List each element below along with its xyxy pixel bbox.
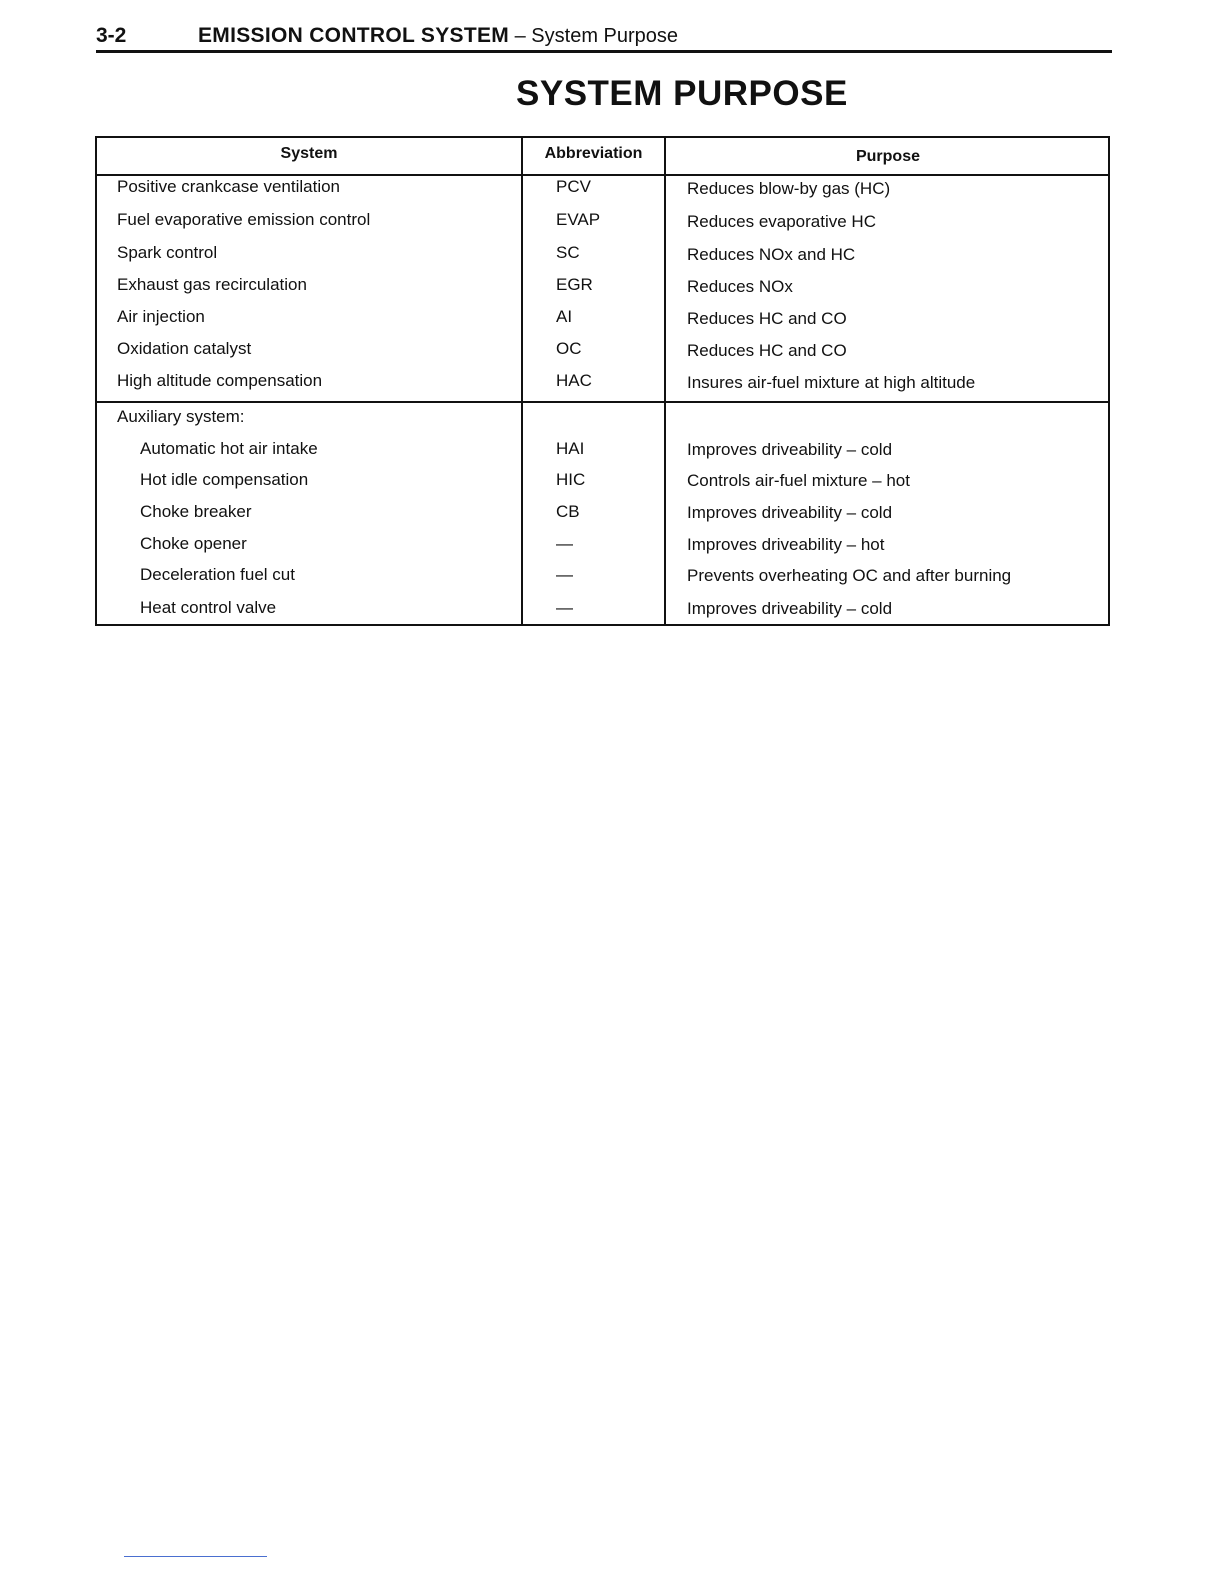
system-abbreviation: OC (556, 339, 582, 358)
system-purpose: Reduces HC and CO (687, 341, 847, 360)
section-title: EMISSION CONTROL SYSTEM (198, 24, 510, 47)
system-name: Air injection (117, 307, 205, 326)
auxiliary-system-label: Auxiliary system: (117, 407, 245, 426)
running-header (96, 22, 1112, 53)
system-name: Fuel evaporative emission control (117, 210, 371, 229)
section-heading (198, 22, 678, 50)
page-title: SYSTEM PURPOSE (516, 74, 848, 113)
auxiliary-system-abbreviation: HIC (556, 470, 586, 489)
system-abbreviation: SC (556, 243, 580, 262)
auxiliary-system-purpose: Improves driveability – cold (687, 599, 893, 618)
subsection-title: System Purpose (531, 25, 679, 47)
section-separator: – (509, 25, 532, 47)
system-name: Exhaust gas recirculation (117, 275, 307, 294)
auxiliary-system-purpose: Controls air-fuel mixture – hot (687, 471, 910, 490)
system-purpose: Reduces HC and CO (687, 309, 847, 328)
auxiliary-system-name: Hot idle compensation (140, 470, 309, 489)
auxiliary-system-abbreviation: CB (556, 502, 580, 521)
column-header-abbreviation: Abbreviation (544, 145, 643, 162)
system-name: Spark control (117, 243, 218, 262)
table-body (97, 138, 1108, 624)
system-purpose: Reduces blow-by gas (HC) (687, 179, 891, 198)
auxiliary-system-purpose: Improves driveability – cold (687, 503, 893, 522)
system-name: High altitude compensation (117, 371, 323, 390)
auxiliary-system-abbreviation: — (556, 598, 573, 617)
auxiliary-system-name: Choke opener (140, 534, 247, 553)
auxiliary-system-purpose: Prevents overheating OC and after burning (687, 566, 1012, 585)
system-abbreviation: AI (556, 307, 573, 326)
auxiliary-system-name: Automatic hot air intake (140, 439, 318, 458)
auxiliary-system-abbreviation: — (556, 534, 573, 553)
auxiliary-system-abbreviation: — (556, 565, 573, 584)
auxiliary-system-name: Heat control valve (140, 598, 277, 617)
page-number: 3-2 (96, 24, 127, 47)
system-name: Oxidation catalyst (117, 339, 252, 358)
system-purpose: Reduces evaporative HC (687, 212, 876, 231)
auxiliary-system-purpose: Improves driveability – hot (687, 535, 885, 554)
system-abbreviation: HAC (556, 371, 592, 390)
system-abbreviation: PCV (556, 177, 591, 196)
footer-rule (124, 1556, 267, 1557)
system-abbreviation: EGR (556, 275, 593, 294)
column-header-purpose: Purpose (855, 148, 920, 165)
auxiliary-system-purpose: Improves driveability – cold (687, 440, 893, 459)
column-header-system: System (280, 145, 338, 162)
system-purpose: Reduces NOx and HC (687, 245, 856, 264)
auxiliary-system-abbreviation: HAI (556, 439, 585, 458)
auxiliary-system-name: Choke breaker (140, 502, 252, 521)
system-name: Positive crankcase ventilation (117, 177, 341, 196)
auxiliary-system-name: Deceleration fuel cut (140, 565, 295, 584)
system-purpose-table (95, 136, 1110, 626)
system-abbreviation: EVAP (556, 210, 601, 229)
system-purpose: Insures air-fuel mixture at high altitude (687, 373, 976, 392)
system-purpose: Reduces NOx (687, 277, 793, 296)
